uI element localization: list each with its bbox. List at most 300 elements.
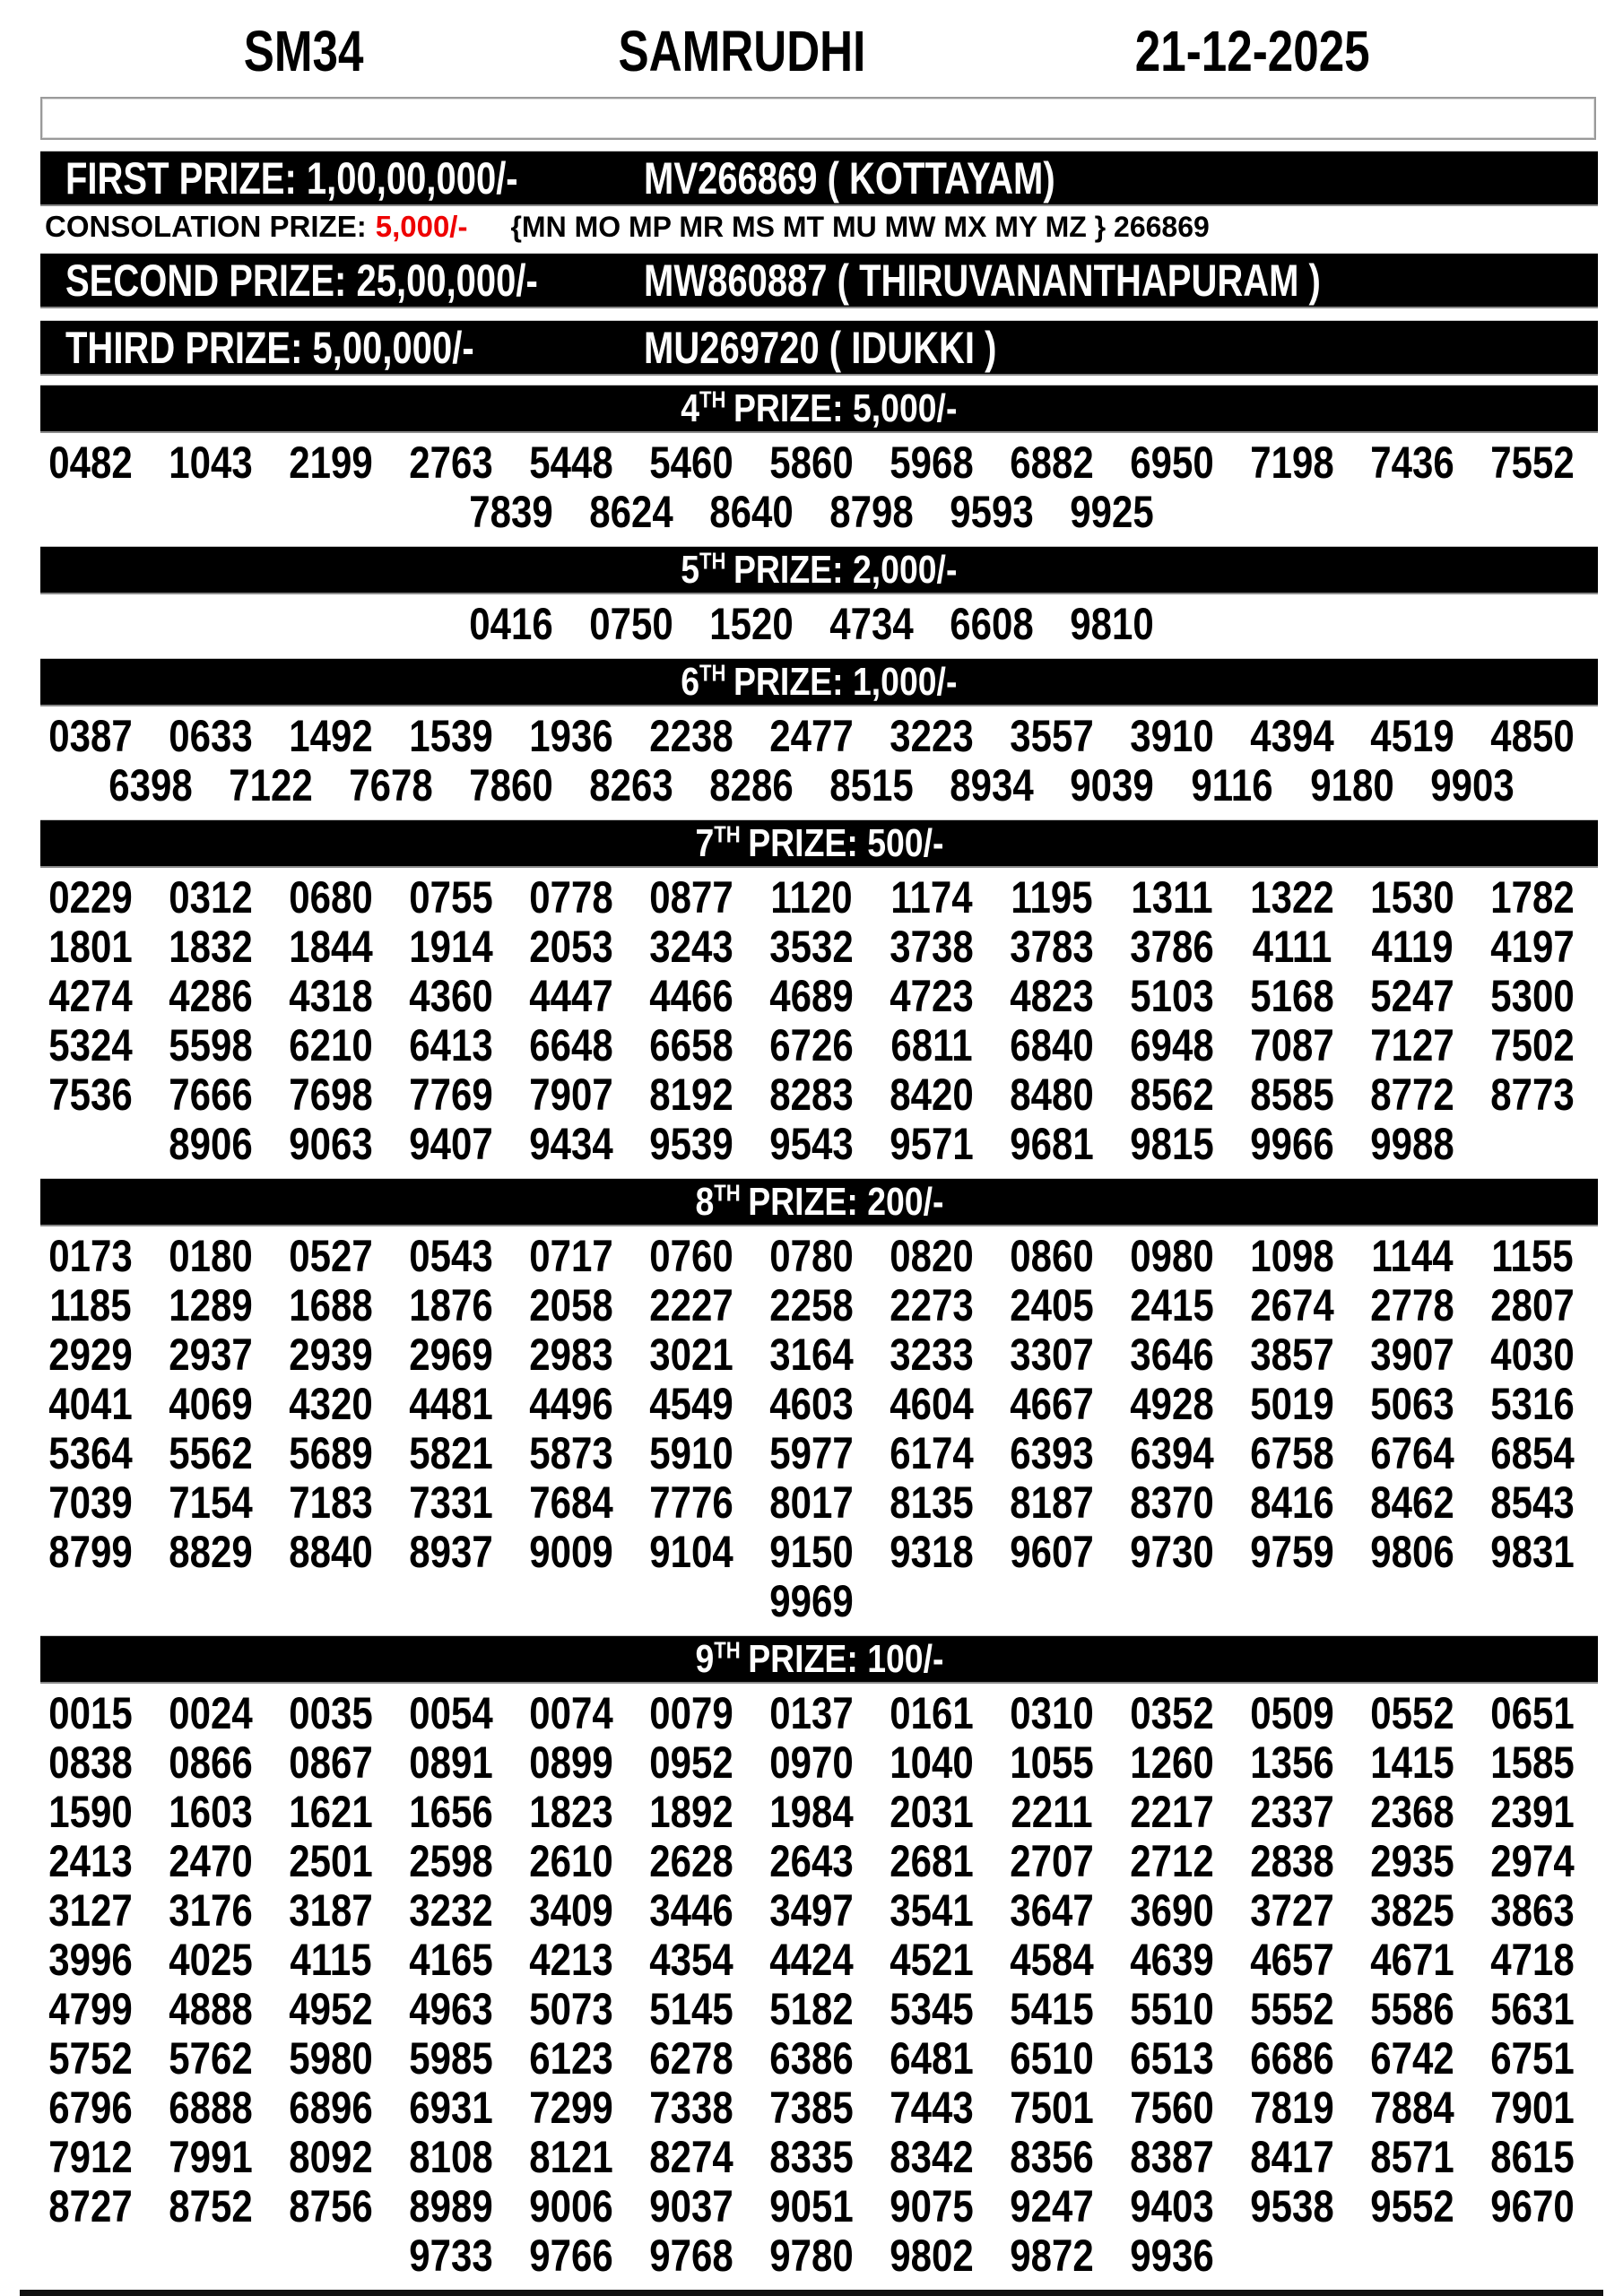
prize-number: 0416 (469, 599, 553, 649)
tier-6th-sup: TH (699, 658, 726, 686)
prize-number: 5980 (289, 2033, 373, 2084)
prize-number: 3127 (48, 1885, 133, 1936)
prize-number: 0543 (409, 1231, 493, 1281)
prize-number: 9150 (769, 1527, 854, 1577)
prize-number: 4213 (529, 1935, 613, 1985)
prize-number: 2681 (890, 1836, 974, 1886)
prize-number: 3176 (169, 1885, 253, 1936)
prize-number: 5552 (1250, 1984, 1334, 2034)
prize-number: 1621 (289, 1787, 373, 1837)
prize-number: 5168 (1250, 971, 1334, 1021)
prize-number: 0760 (649, 1231, 733, 1281)
prize-number: 8585 (1250, 1070, 1334, 1120)
prize-number: 2610 (529, 1836, 613, 1886)
prize-number: 3187 (289, 1885, 373, 1936)
prize-number: 4320 (289, 1379, 373, 1429)
prize-number: 9766 (529, 2231, 613, 2281)
prize-number: 7331 (409, 1477, 493, 1528)
prize-number: 2470 (169, 1836, 253, 1886)
prize-number: 3232 (409, 1885, 493, 1936)
prize-number: 0079 (649, 1688, 733, 1738)
prize-number: 0509 (1250, 1688, 1334, 1738)
prize-number: 0750 (589, 599, 673, 649)
prize-number: 9407 (409, 1119, 493, 1169)
prize-number: 9936 (1130, 2231, 1214, 2281)
prize-number: 4549 (649, 1379, 733, 1429)
prize-number: 7912 (48, 2132, 133, 2182)
prize-number: 0074 (529, 1688, 613, 1738)
prize-number: 1155 (1491, 1231, 1574, 1281)
prize-number: 2368 (1370, 1787, 1454, 1837)
prize-number: 5586 (1370, 1984, 1454, 2034)
prize-number: 6413 (409, 1020, 493, 1070)
draw-date: 21-12-2025 (1134, 19, 1370, 83)
prize-number: 4521 (890, 1935, 974, 1985)
prize-number: 2501 (289, 1836, 373, 1886)
prize-number: 6658 (649, 1020, 733, 1070)
prize-number: 6726 (769, 1020, 854, 1070)
prize-number: 0877 (649, 872, 733, 923)
prize-number: 8906 (169, 1119, 253, 1169)
prize-number: 9104 (649, 1527, 733, 1577)
prize-number: 5247 (1370, 971, 1454, 1021)
prize-number: 2058 (529, 1280, 613, 1330)
prize-number: 7087 (1250, 1020, 1334, 1070)
prize-number: 6210 (289, 1020, 373, 1070)
prize-number: 1688 (289, 1280, 373, 1330)
prize-number: 9681 (1010, 1119, 1094, 1169)
tier-7th-prize (0, 819, 1623, 1169)
prize-number: 3646 (1130, 1330, 1214, 1380)
prize-number: 1590 (48, 1787, 133, 1837)
prize-number: 4823 (1010, 971, 1094, 1021)
prize-number: 9247 (1010, 2181, 1094, 2231)
prize-number: 3164 (769, 1330, 854, 1380)
prize-number: 7684 (529, 1477, 613, 1528)
prize-number: 5752 (48, 2033, 133, 2084)
prize-number: 8416 (1250, 1477, 1334, 1528)
prize-number: 3857 (1250, 1330, 1334, 1380)
prize-number: 1120 (770, 872, 853, 923)
prize-number: 2674 (1250, 1280, 1334, 1330)
third-prize-winner: MU269720 ( IDUKKI ) (644, 322, 997, 373)
prize-number: 2939 (289, 1330, 373, 1380)
consolation-label: CONSOLATION PRIZE: (45, 210, 367, 243)
prize-number: 9810 (1070, 599, 1154, 649)
tier-7th-amount: PRIZE: 500/- (747, 820, 944, 865)
prize-number: 1195 (1011, 872, 1093, 923)
tier-4th-numbers (0, 437, 1623, 537)
prize-number: 8017 (769, 1477, 854, 1528)
prize-number: 2778 (1370, 1280, 1454, 1330)
prize-number: 2217 (1130, 1787, 1214, 1837)
tier-7th-sup: TH (713, 819, 741, 847)
prize-number: 9759 (1250, 1527, 1334, 1577)
prize-number: 9075 (890, 2181, 974, 2231)
prize-number: 3647 (1010, 1885, 1094, 1936)
prize-number: 4496 (529, 1379, 613, 1429)
prize-number: 0651 (1490, 1688, 1575, 1738)
tier-4th-ordinal: 4 (681, 386, 700, 430)
prize-number: 6896 (289, 2083, 373, 2133)
prize-number: 6386 (769, 2033, 854, 2084)
prize-number: 8370 (1130, 1477, 1214, 1528)
tier-5th-numbers (0, 598, 1623, 649)
tier-6th-prize (0, 658, 1623, 810)
prize-number: 1174 (890, 872, 973, 923)
prize-number: 7122 (229, 760, 313, 810)
prize-number: 1144 (1371, 1231, 1454, 1281)
prize-number: 7776 (649, 1477, 733, 1528)
prize-number: 6393 (1010, 1428, 1094, 1478)
tier-8th-sup: TH (713, 1178, 741, 1206)
prize-number: 1801 (48, 922, 133, 972)
prize-number: 8829 (169, 1527, 253, 1577)
prize-number: 0633 (169, 711, 253, 761)
prize-number: 4165 (409, 1935, 493, 1985)
prize-number: 1876 (409, 1280, 493, 1330)
prize-number: 3243 (649, 922, 733, 972)
prize-number: 5860 (769, 438, 854, 488)
prize-number: 9571 (890, 1119, 974, 1169)
prize-number: 3307 (1010, 1330, 1094, 1380)
first-prize-bar (40, 151, 1598, 206)
prize-number: 0387 (48, 711, 133, 761)
prize-number: 7502 (1490, 1020, 1575, 1070)
prize-number: 5063 (1370, 1379, 1454, 1429)
prize-number: 1492 (289, 711, 373, 761)
prize-number: 0180 (169, 1231, 253, 1281)
tier-4th-header (40, 385, 1598, 433)
tier-7th-header (40, 819, 1598, 868)
third-prize-label: THIRD PRIZE: 5,00,000/- (65, 322, 474, 373)
prize-number: 0552 (1370, 1688, 1454, 1738)
tier-4th-title (681, 386, 957, 431)
prize-number: 0161 (890, 1688, 974, 1738)
prize-number: 1356 (1250, 1737, 1334, 1788)
prize-number: 6854 (1490, 1428, 1575, 1478)
tier-6th-header (40, 658, 1598, 706)
prize-number: 3021 (649, 1330, 733, 1380)
prize-number: 1782 (1490, 872, 1575, 923)
prize-number: 8092 (289, 2132, 373, 2182)
prize-number: 1289 (169, 1280, 253, 1330)
prize-number: 2273 (890, 1280, 974, 1330)
prize-number: 2929 (48, 1330, 133, 1380)
prize-number: 4734 (829, 599, 914, 649)
prize-number: 9966 (1250, 1119, 1334, 1169)
prize-number: 3910 (1130, 711, 1214, 761)
prize-number: 4481 (409, 1379, 493, 1429)
prize-number: 4447 (529, 971, 613, 1021)
prize-number: 8727 (48, 2181, 133, 2231)
second-prize-winner: MW860887 ( THIRUVANANTHAPURAM ) (644, 255, 1321, 306)
prize-number: 8263 (589, 760, 673, 810)
prize-number: 5689 (289, 1428, 373, 1478)
prize-number: 4850 (1490, 711, 1575, 761)
tier-8th-ordinal: 8 (694, 1179, 714, 1224)
prize-number: 0229 (48, 872, 133, 923)
prize-number: 5562 (169, 1428, 253, 1478)
prize-number: 8192 (649, 1070, 733, 1120)
prize-number: 0860 (1010, 1231, 1094, 1281)
prize-number: 8756 (289, 2181, 373, 2231)
prize-number: 5073 (529, 1984, 613, 2034)
prize-number: 2053 (529, 922, 613, 972)
prize-number: 6796 (48, 2083, 133, 2133)
prize-number: 1603 (169, 1787, 253, 1837)
prize-number: 0054 (409, 1688, 493, 1738)
prize-number: 2238 (649, 711, 733, 761)
prize-number: 2031 (890, 1787, 974, 1837)
prize-number: 3738 (890, 922, 974, 972)
prize-number: 1832 (169, 922, 253, 972)
tier-7th-numbers (0, 871, 1623, 1169)
prize-number: 9733 (409, 2231, 493, 2281)
prize-number: 3223 (890, 711, 974, 761)
prize-number: 6174 (890, 1428, 974, 1478)
prize-number: 7501 (1010, 2083, 1094, 2133)
prize-number: 2628 (649, 1836, 733, 1886)
prize-number: 0310 (1010, 1688, 1094, 1738)
prize-number: 3541 (890, 1885, 974, 1936)
prize-number: 6931 (409, 2083, 493, 2133)
prize-number: 4639 (1130, 1935, 1214, 1985)
prize-number: 8543 (1490, 1477, 1575, 1528)
prize-number: 7769 (409, 1070, 493, 1120)
prize-number: 1823 (529, 1787, 613, 1837)
prize-number: 7183 (289, 1477, 373, 1528)
prize-number: 1844 (289, 922, 373, 972)
second-prize-bar (40, 253, 1598, 308)
prize-number: 7198 (1250, 438, 1334, 488)
prize-number: 6394 (1130, 1428, 1214, 1478)
prize-number: 4657 (1250, 1935, 1334, 1985)
tier-5th-sup: TH (699, 546, 726, 574)
prize-number: 1415 (1370, 1737, 1454, 1788)
prize-number: 5598 (169, 1020, 253, 1070)
consolation-row (0, 206, 1623, 247)
tier-6th-ordinal: 6 (681, 659, 700, 704)
prize-number: 5300 (1490, 971, 1575, 1021)
prize-number: 3786 (1130, 922, 1214, 972)
prize-number: 7536 (48, 1070, 133, 1120)
prize-number: 9538 (1250, 2181, 1334, 2231)
prize-number: 2337 (1250, 1787, 1334, 1837)
prize-number: 5985 (409, 2033, 493, 2084)
prize-number: 6888 (169, 2083, 253, 2133)
prize-number: 9670 (1490, 2181, 1575, 2231)
prize-number: 8121 (529, 2132, 613, 2182)
tier-9th-header (40, 1635, 1598, 1684)
prize-number: 2413 (48, 1836, 133, 1886)
prize-number: 9037 (649, 2181, 733, 2231)
prize-number: 5873 (529, 1428, 613, 1478)
prize-number: 0015 (48, 1688, 133, 1738)
prize-number: 6758 (1250, 1428, 1334, 1478)
prize-number: 4603 (769, 1379, 854, 1429)
tier-5th-ordinal: 5 (681, 547, 700, 592)
prize-number: 1520 (709, 599, 794, 649)
prize-number: 9009 (529, 1527, 613, 1577)
prize-number: 8937 (409, 1527, 493, 1577)
prize-number: 4041 (48, 1379, 133, 1429)
tier-8th-prize (0, 1178, 1623, 1626)
prize-number: 0891 (409, 1737, 493, 1788)
tier-5th-amount: PRIZE: 2,000/- (733, 547, 958, 592)
prize-number: 8640 (709, 487, 794, 537)
prize-number: 7839 (469, 487, 553, 537)
prize-number: 0680 (289, 872, 373, 923)
prize-number: 7385 (769, 2083, 854, 2133)
prize-number: 8798 (829, 487, 914, 537)
prize-number: 6882 (1010, 438, 1094, 488)
prize-number: 6513 (1130, 2033, 1214, 2084)
tier-9th-ordinal: 9 (694, 1636, 714, 1681)
prize-number: 8274 (649, 2132, 733, 2182)
prize-number: 3409 (529, 1885, 613, 1936)
prize-number: 6398 (108, 760, 193, 810)
prize-number: 0755 (409, 872, 493, 923)
prize-number: 6278 (649, 2033, 733, 2084)
first-prize-label: FIRST PRIZE: 1,00,00,000/- (65, 152, 518, 204)
header (0, 13, 1623, 90)
tier-8th-header (40, 1178, 1598, 1226)
first-prize-winner: MV266869 ( KOTTAYAM) (644, 152, 1055, 204)
prize-number: 4689 (769, 971, 854, 1021)
tier-7th-title (695, 821, 943, 866)
prize-number: 2415 (1130, 1280, 1214, 1330)
prize-number: 7678 (349, 760, 433, 810)
prize-number: 8108 (409, 2132, 493, 2182)
tier-9th-numbers (0, 1687, 1623, 2281)
prize-number: 4318 (289, 971, 373, 1021)
prize-number: 5415 (1010, 1984, 1094, 2034)
tier-9th-amount: PRIZE: 100/- (747, 1636, 944, 1681)
prize-number: 3690 (1130, 1885, 1214, 1936)
third-prize-bar (40, 320, 1598, 376)
prize-number: 0866 (169, 1737, 253, 1788)
prize-number: 5631 (1490, 1984, 1575, 2034)
prize-number: 5316 (1490, 1379, 1575, 1429)
prize-number: 8773 (1490, 1070, 1575, 1120)
prize-number: 8752 (169, 2181, 253, 2231)
prize-number: 2477 (769, 711, 854, 761)
prize-number: 7907 (529, 1070, 613, 1120)
prize-number: 8615 (1490, 2132, 1575, 2182)
prize-number: 8772 (1370, 1070, 1454, 1120)
prize-number: 6481 (890, 2033, 974, 2084)
prize-number: 2983 (529, 1330, 613, 1380)
prize-number: 0780 (769, 1231, 854, 1281)
prize-number: 7560 (1130, 2083, 1214, 2133)
tier-7th-ordinal: 7 (694, 820, 714, 865)
prize-number: 0482 (48, 438, 133, 488)
prize-number: 6751 (1490, 2033, 1575, 2084)
prize-number: 7884 (1370, 2083, 1454, 2133)
prize-number: 5324 (48, 1020, 133, 1070)
prize-number: 1055 (1010, 1737, 1094, 1788)
prize-number: 8934 (950, 760, 1034, 810)
prize-number: 9593 (950, 487, 1034, 537)
prize-number: 0820 (890, 1231, 974, 1281)
prize-number: 4928 (1130, 1379, 1214, 1429)
prize-number: 7338 (649, 2083, 733, 2133)
prize-number: 4466 (649, 971, 733, 1021)
prize-number: 9607 (1010, 1527, 1094, 1577)
prize-number: 7436 (1370, 438, 1454, 488)
prize-number: 4584 (1010, 1935, 1094, 1985)
prize-number: 8462 (1370, 1477, 1454, 1528)
prize-number: 7443 (890, 2083, 974, 2133)
prize-number: 9903 (1430, 760, 1515, 810)
prize-number: 9815 (1130, 1119, 1214, 1169)
prize-number: 1936 (529, 711, 613, 761)
prize-number: 2807 (1490, 1280, 1575, 1330)
tier-6th-title (681, 660, 957, 705)
prize-number: 6648 (529, 1020, 613, 1070)
tier-6th-numbers (0, 710, 1623, 810)
prize-number: 2707 (1010, 1836, 1094, 1886)
prize-number: 2211 (1011, 1787, 1093, 1837)
prize-number: 5448 (529, 438, 613, 488)
prize-number: 1322 (1250, 872, 1334, 923)
prize-number: 4115 (290, 1935, 372, 1985)
prize-number: 0970 (769, 1737, 854, 1788)
prize-number: 5910 (649, 1428, 733, 1478)
prize-number: 3532 (769, 922, 854, 972)
prize-number: 9552 (1370, 2181, 1454, 2231)
prize-number: 3557 (1010, 711, 1094, 761)
prize-number: 9180 (1310, 760, 1394, 810)
prize-number: 9318 (890, 1527, 974, 1577)
prize-number: 6742 (1370, 2033, 1454, 2084)
prize-number: 8283 (769, 1070, 854, 1120)
prize-number: 5977 (769, 1428, 854, 1478)
prize-number: 8387 (1130, 2132, 1214, 2182)
prize-number: 2937 (169, 1330, 253, 1380)
prize-number: 7991 (169, 2132, 253, 2182)
prize-number: 0024 (169, 1688, 253, 1738)
prize-number: 4354 (649, 1935, 733, 1985)
prize-number: 8187 (1010, 1477, 1094, 1528)
prize-number: 6686 (1250, 2033, 1334, 2084)
tier-8th-title (695, 1180, 943, 1225)
prize-number: 7860 (469, 760, 553, 810)
prize-number: 3233 (890, 1330, 974, 1380)
prize-number: 9831 (1490, 1527, 1575, 1577)
prize-number: 6948 (1130, 1020, 1214, 1070)
tier-5th-prize (0, 546, 1623, 649)
tier-9th-sup: TH (713, 1635, 741, 1663)
prize-number: 8989 (409, 2181, 493, 2231)
tier-5th-header (40, 546, 1598, 594)
prize-number: 4963 (409, 1984, 493, 2034)
prize-number: 7154 (169, 1477, 253, 1528)
empty-info-box (40, 97, 1596, 140)
second-prize-label: SECOND PRIZE: 25,00,000/- (65, 255, 538, 306)
prize-number: 1892 (649, 1787, 733, 1837)
prize-number: 4069 (169, 1379, 253, 1429)
prize-number: 3863 (1490, 1885, 1575, 1936)
prize-number: 6510 (1010, 2033, 1094, 2084)
prize-number: 8799 (48, 1527, 133, 1577)
prize-number: 7039 (48, 1477, 133, 1528)
prize-number: 0980 (1130, 1231, 1214, 1281)
prize-number: 3446 (649, 1885, 733, 1936)
prize-number: 0352 (1130, 1688, 1214, 1738)
prize-number: 8480 (1010, 1070, 1094, 1120)
